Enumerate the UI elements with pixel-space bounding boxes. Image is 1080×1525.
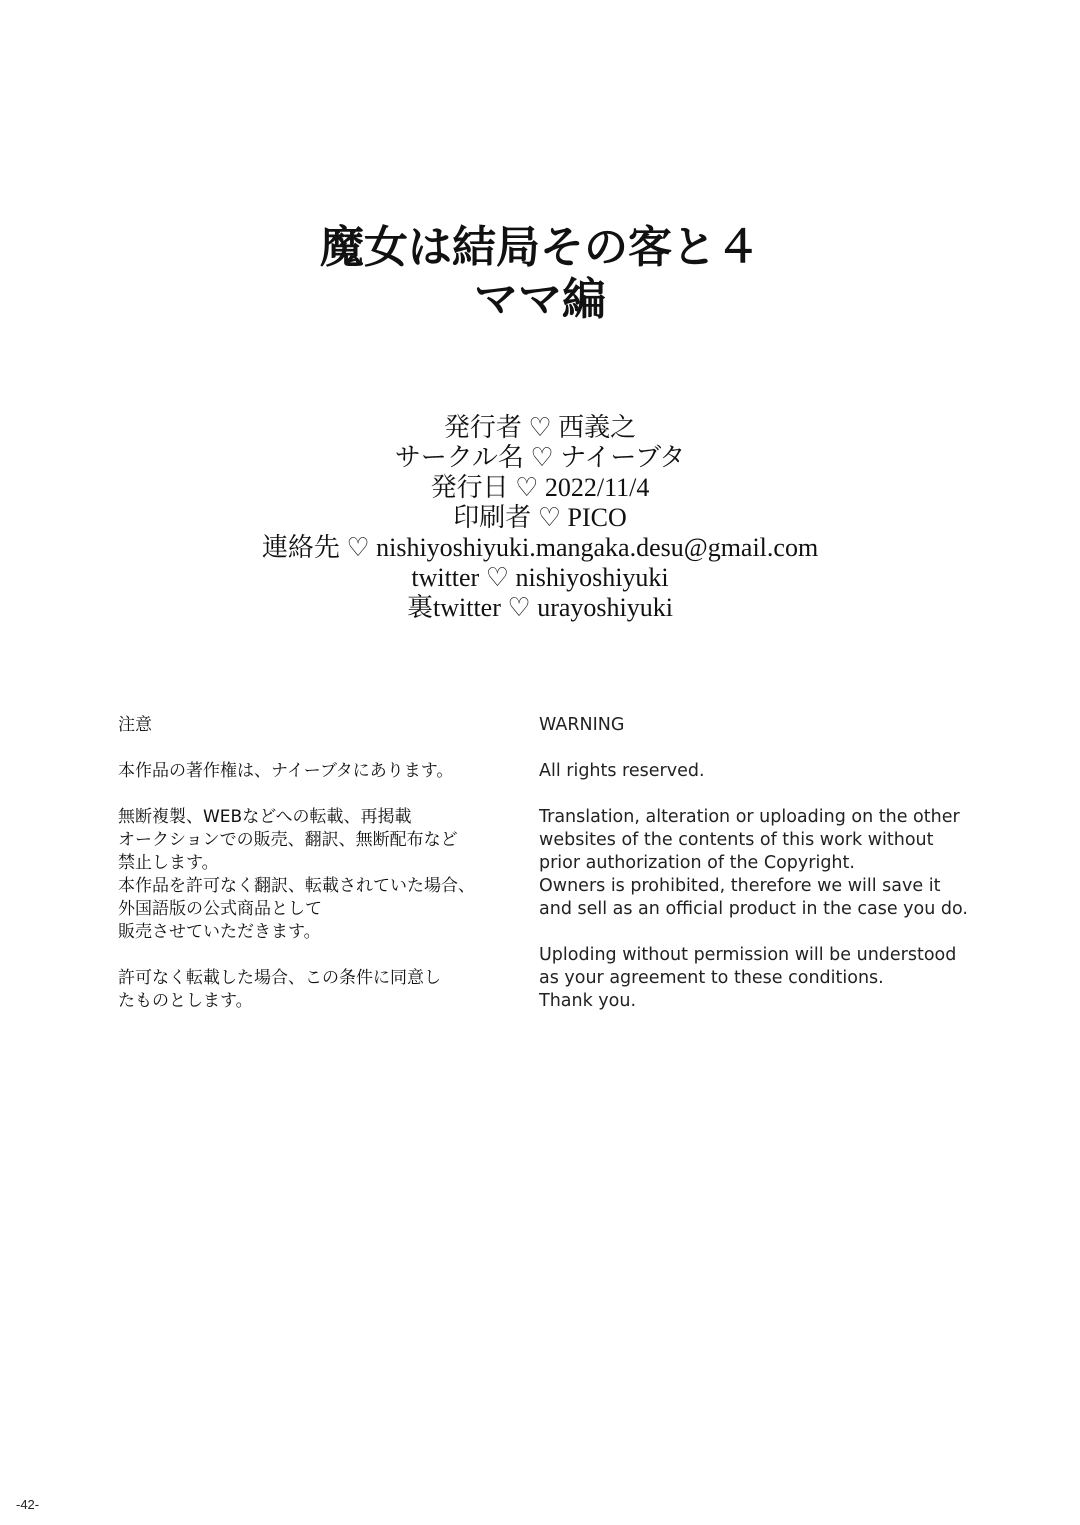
- colophon-publisher: 発行者 ♡ 西義之: [443, 413, 637, 442]
- notice-jp-paragraph-2: 無断複製、WEBなどへの転載、再掲載 オークションでの販売、翻訳、無断配布など 禁止します。 本作品を許可なく翻訳、転載されていた場合、 外国語版の公式商品として 販売させていただきます。: [118, 807, 475, 942]
- notice-jp-heading: 注意: [118, 715, 152, 735]
- title-main: 魔女は結局その客と４: [320, 222, 760, 273]
- notice-en-heading: WARNING: [539, 715, 625, 735]
- notice-en-paragraph-2: Translation, alteration or uploading on the other websites of the contents of this work without prior authorization of the Copyright. Owners is prohibited, therefore we will save it and sell as an official product in the case you do.: [539, 807, 968, 919]
- notice-english: [539, 714, 1059, 1036]
- colophon-twitter: twitter ♡ nishiyoshiyuki: [411, 563, 669, 592]
- colophon-printer: 印刷者 ♡ PICO: [453, 503, 627, 532]
- colophon-contact: 連絡先 ♡ nishiyoshiyuki.mangaka.desu@gmail.com: [261, 533, 819, 562]
- notice-jp-paragraph-1: 本作品の著作権は、ナイーブタにあります。: [118, 761, 454, 781]
- notice-japanese: [118, 714, 518, 1036]
- colophon: [0, 413, 1080, 623]
- notice-en-paragraph-1: All rights reserved.: [539, 761, 705, 781]
- notice-jp-paragraph-3: 許可なく転載した場合、この条件に同意し たものとします。: [118, 968, 441, 1011]
- colophon-date: 発行日 ♡ 2022/11/4: [430, 473, 650, 502]
- notice-en-paragraph-3: Uploding without permission will be understood as your agreement to these conditions. Thank you.: [539, 945, 957, 1011]
- colophon-alt-twitter: 裏twitter ♡ urayoshiyuki: [407, 593, 673, 622]
- page-number: -42-: [16, 1497, 40, 1512]
- title-subtitle: ママ編: [474, 274, 606, 325]
- book-title: [0, 222, 1080, 326]
- colophon-circle: サークル名 ♡ ナイーブタ: [394, 443, 686, 472]
